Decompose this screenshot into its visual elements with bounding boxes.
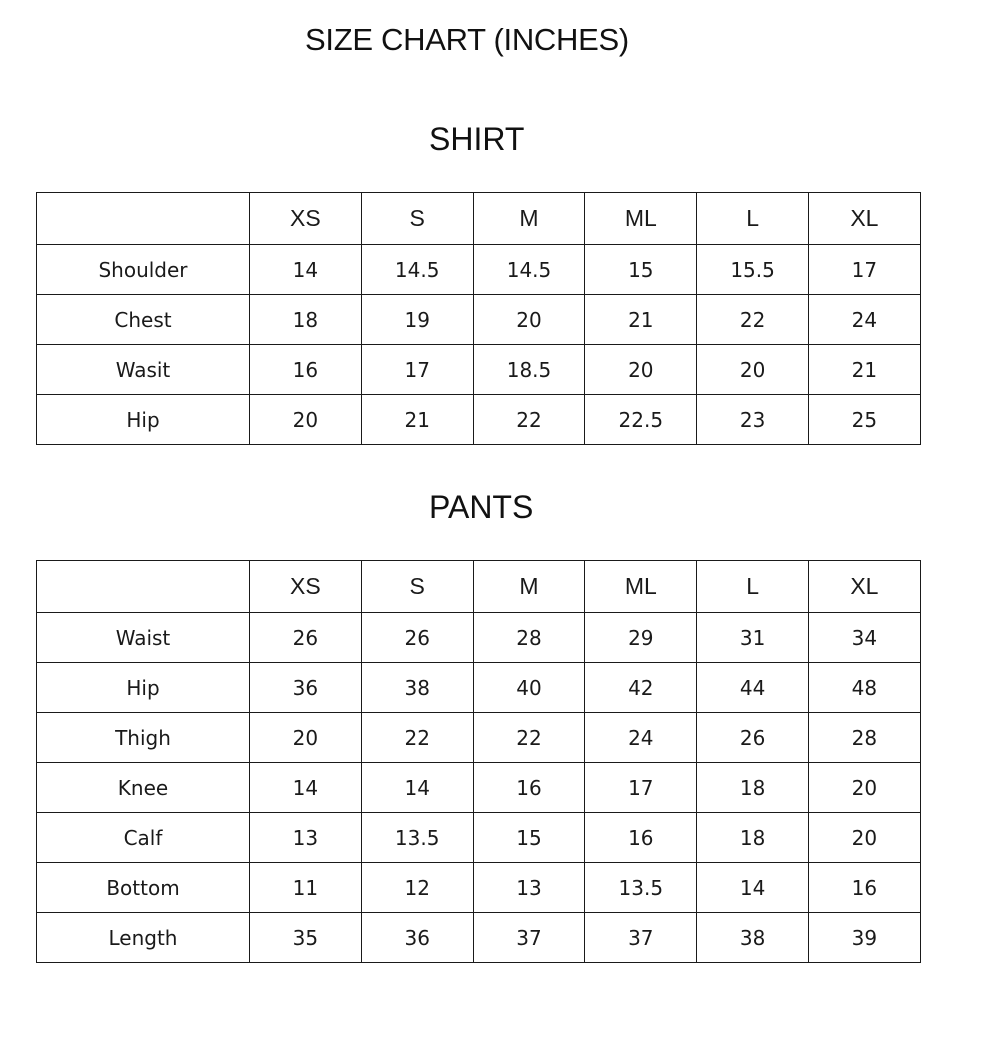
measurement-cell: 22	[473, 395, 585, 445]
measurement-cell: 39	[808, 913, 920, 963]
size-header: S	[361, 193, 473, 245]
measurement-cell: 20	[697, 345, 809, 395]
measurement-cell: 24	[585, 713, 697, 763]
table-row	[37, 913, 921, 963]
row-label: Bottom	[37, 863, 250, 913]
measurement-cell: 36	[250, 663, 362, 713]
size-header: S	[361, 561, 473, 613]
size-header: XL	[808, 561, 920, 613]
measurement-cell: 14	[250, 245, 362, 295]
page-title: SIZE CHART (INCHES)	[305, 22, 629, 57]
measurement-cell: 28	[473, 613, 585, 663]
table-row	[37, 613, 921, 663]
table-row	[37, 395, 921, 445]
row-label: Calf	[37, 813, 250, 863]
measurement-cell: 15	[585, 245, 697, 295]
measurement-cell: 16	[808, 863, 920, 913]
measurement-cell: 18.5	[473, 345, 585, 395]
measurement-cell: 17	[585, 763, 697, 813]
measurement-cell: 26	[361, 613, 473, 663]
measurement-cell: 31	[697, 613, 809, 663]
measurement-cell: 38	[697, 913, 809, 963]
measurement-cell: 20	[585, 345, 697, 395]
size-header: ML	[585, 193, 697, 245]
measurement-cell: 18	[697, 763, 809, 813]
row-label: Waist	[37, 613, 250, 663]
measurement-cell: 19	[361, 295, 473, 345]
measurement-cell: 42	[585, 663, 697, 713]
measurement-cell: 18	[697, 813, 809, 863]
size-header: M	[473, 561, 585, 613]
measurement-cell: 38	[361, 663, 473, 713]
row-label: Chest	[37, 295, 250, 345]
measurement-cell: 22	[473, 713, 585, 763]
measurement-cell: 29	[585, 613, 697, 663]
measurement-cell: 20	[473, 295, 585, 345]
measurement-cell: 14.5	[361, 245, 473, 295]
table-row	[37, 713, 921, 763]
table-row	[37, 245, 921, 295]
pants-header-row	[37, 561, 921, 613]
shirt-size-table	[36, 192, 921, 445]
measurement-cell: 12	[361, 863, 473, 913]
measurement-cell: 15	[473, 813, 585, 863]
pants-size-table	[36, 560, 921, 963]
shirt-heading: SHIRT	[429, 121, 525, 157]
measurement-cell: 34	[808, 613, 920, 663]
measurement-cell: 40	[473, 663, 585, 713]
measurement-cell: 21	[808, 345, 920, 395]
measurement-cell: 13	[473, 863, 585, 913]
measurement-cell: 20	[808, 763, 920, 813]
shirt-header-row	[37, 193, 921, 245]
measurement-cell: 37	[585, 913, 697, 963]
measurement-cell: 48	[808, 663, 920, 713]
measurement-cell: 26	[250, 613, 362, 663]
measurement-cell: 22.5	[585, 395, 697, 445]
row-label: Thigh	[37, 713, 250, 763]
table-row	[37, 345, 921, 395]
table-row	[37, 295, 921, 345]
measurement-cell: 17	[808, 245, 920, 295]
measurement-cell: 16	[250, 345, 362, 395]
measurement-cell: 16	[473, 763, 585, 813]
row-label: Hip	[37, 663, 250, 713]
table-row	[37, 763, 921, 813]
size-header: ML	[585, 561, 697, 613]
measurement-cell: 14	[250, 763, 362, 813]
size-header: XS	[250, 193, 362, 245]
measurement-cell: 44	[697, 663, 809, 713]
table-row	[37, 813, 921, 863]
measurement-cell: 23	[697, 395, 809, 445]
measurement-cell: 20	[808, 813, 920, 863]
measurement-cell: 24	[808, 295, 920, 345]
pants-heading: PANTS	[429, 489, 534, 525]
measurement-cell: 37	[473, 913, 585, 963]
measurement-cell: 21	[585, 295, 697, 345]
header-corner-cell	[37, 193, 250, 245]
measurement-cell: 22	[697, 295, 809, 345]
measurement-cell: 26	[697, 713, 809, 763]
header-corner-cell	[37, 561, 250, 613]
measurement-cell: 25	[808, 395, 920, 445]
measurement-cell: 36	[361, 913, 473, 963]
measurement-cell: 17	[361, 345, 473, 395]
measurement-cell: 21	[361, 395, 473, 445]
measurement-cell: 20	[250, 395, 362, 445]
measurement-cell: 14	[361, 763, 473, 813]
measurement-cell: 14.5	[473, 245, 585, 295]
measurement-cell: 16	[585, 813, 697, 863]
size-header: XS	[250, 561, 362, 613]
measurement-cell: 13.5	[361, 813, 473, 863]
row-label: Hip	[37, 395, 250, 445]
row-label: Length	[37, 913, 250, 963]
size-header: L	[697, 561, 809, 613]
measurement-cell: 35	[250, 913, 362, 963]
table-row	[37, 663, 921, 713]
measurement-cell: 11	[250, 863, 362, 913]
row-label: Knee	[37, 763, 250, 813]
size-header: L	[697, 193, 809, 245]
measurement-cell: 22	[361, 713, 473, 763]
table-row	[37, 863, 921, 913]
row-label: Wasit	[37, 345, 250, 395]
measurement-cell: 13	[250, 813, 362, 863]
measurement-cell: 15.5	[697, 245, 809, 295]
measurement-cell: 13.5	[585, 863, 697, 913]
size-header: XL	[808, 193, 920, 245]
row-label: Shoulder	[37, 245, 250, 295]
size-header: M	[473, 193, 585, 245]
measurement-cell: 18	[250, 295, 362, 345]
measurement-cell: 20	[250, 713, 362, 763]
measurement-cell: 28	[808, 713, 920, 763]
measurement-cell: 14	[697, 863, 809, 913]
